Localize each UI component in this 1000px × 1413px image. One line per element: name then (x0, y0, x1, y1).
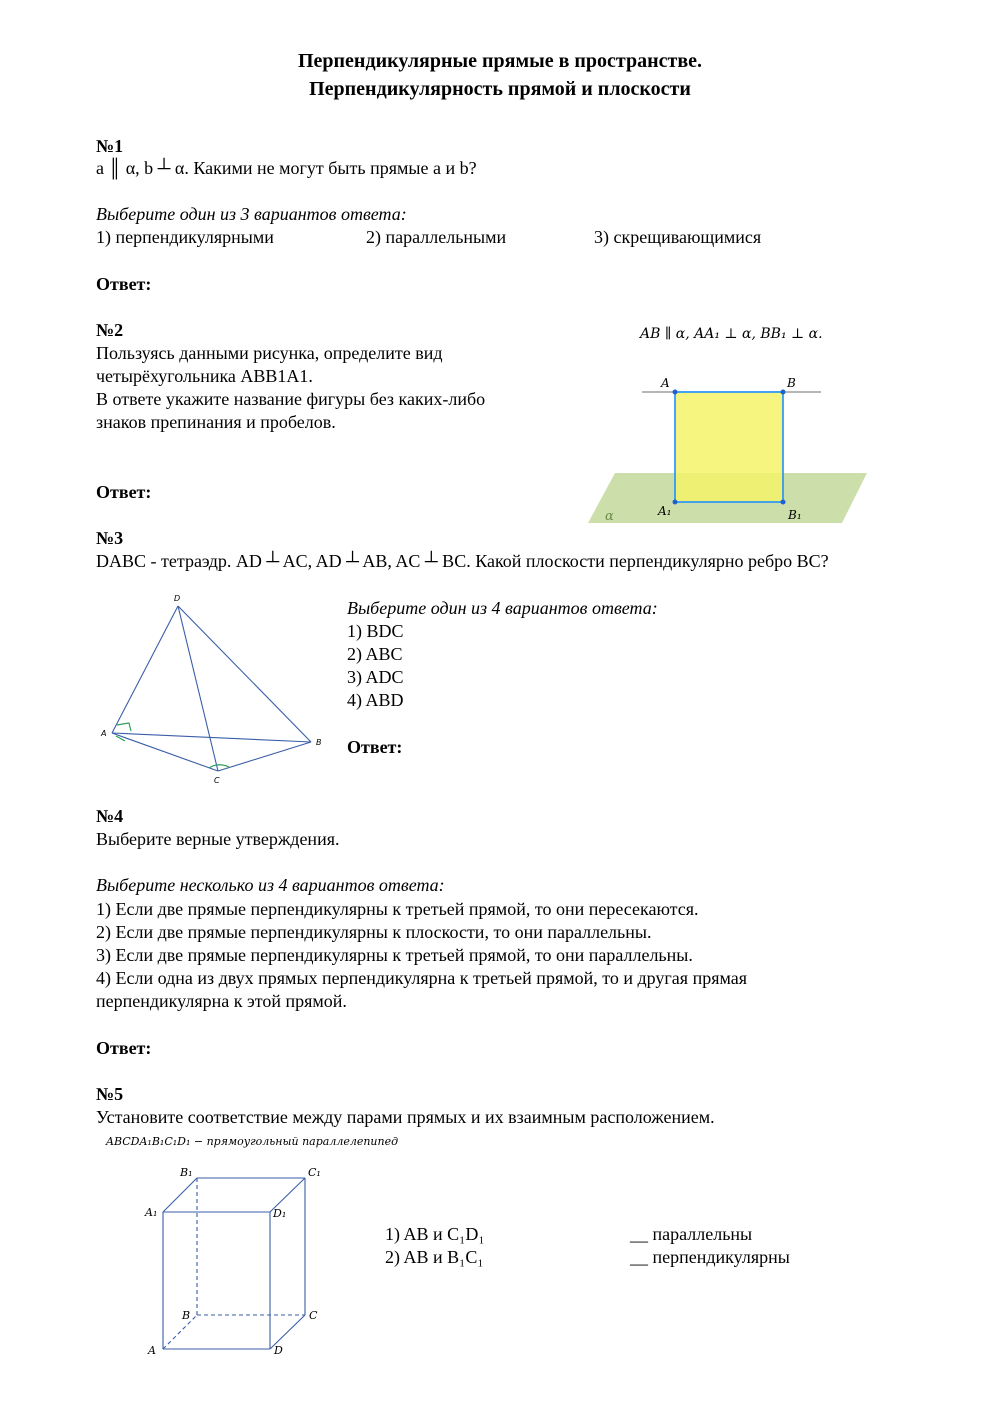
q5-statement: Установите соответствие между парами прямых и их взаимным расположением. (96, 1107, 715, 1127)
label-a: A (148, 1344, 156, 1357)
q2-number: №2 (96, 320, 124, 340)
label-d1: D₁ (273, 1207, 287, 1220)
q1-number: №1 (96, 136, 124, 156)
label-d: D (274, 1344, 283, 1357)
edge-db (178, 606, 311, 742)
q3-option-2[interactable]: 2) ABC (347, 644, 403, 664)
edge-bc (218, 742, 311, 771)
label-a: A (661, 376, 670, 390)
q1-prompt: Выберите один из 3 вариантов ответа: (96, 204, 407, 224)
q5-number: №5 (96, 1084, 124, 1104)
q2-line-1: Пользуясь данными рисунка, определите вид (96, 343, 443, 363)
q3-answer-label: Ответ: (347, 737, 403, 757)
q3-option-1[interactable]: 1) BDC (347, 621, 404, 641)
q1-option-3[interactable]: 3) скрещивающимися (594, 227, 762, 247)
q4-statement: Выберите верные утверждения. (96, 829, 340, 849)
edge-dc (178, 606, 218, 771)
q3-number: №3 (96, 528, 124, 548)
q2-line-2: четырёхугольника ABB1A1. (96, 366, 313, 386)
point-a (673, 390, 678, 395)
q3-option-3[interactable]: 3) ADC (347, 667, 404, 687)
q1-statement: a ║ α, b ┴ α. Какими не могут быть прямые a и b? (96, 158, 477, 178)
point-b1 (781, 500, 786, 505)
right-angle-a (117, 723, 131, 731)
q3-tetrahedron-figure (98, 590, 330, 788)
q4-answer-label: Ответ: (96, 1038, 152, 1058)
q1-option-2[interactable]: 2) параллельными (366, 227, 507, 247)
edge-da (112, 606, 178, 733)
q1-option-1[interactable]: 1) перпендикулярными (96, 227, 274, 247)
q4-prompt: Выберите несколько из 4 вариантов ответа: (96, 875, 445, 895)
q3-option-4[interactable]: 4) ABD (347, 690, 404, 710)
edge-a1-b1 (163, 1178, 197, 1212)
q2-figure-caption: AB ∥ α, AA₁ ⊥ α, BB₁ ⊥ α. (640, 326, 823, 342)
q5-pair-1[interactable]: 1) AB и C₁D₁ (385, 1224, 485, 1244)
q5-pair-2[interactable]: 2) AB и B₁C₁ (385, 1247, 484, 1267)
label-a1: A₁ (145, 1206, 158, 1219)
edge-ab (112, 733, 311, 742)
label-a1: A₁ (658, 504, 672, 518)
label-b: B (316, 738, 322, 747)
q5-relation-2[interactable]: __ перпендикулярны (630, 1247, 790, 1267)
q4-option-1[interactable]: 1) Если две прямые перпендикулярны к третьей прямой, то они пересекаются. (96, 899, 699, 919)
label-c: C (309, 1309, 318, 1322)
label-alpha: α (605, 509, 614, 524)
right-angle-c (209, 765, 229, 768)
label-b: B (787, 376, 796, 390)
q5-relation-1[interactable]: __ параллельны (630, 1224, 753, 1244)
q3-prompt: Выберите один из 4 вариантов ответа: (347, 598, 658, 618)
q5-parallelepiped-figure (140, 1162, 340, 1362)
point-b (781, 390, 786, 395)
label-a: A (101, 729, 107, 738)
label-b1: B₁ (788, 508, 802, 522)
q5-figure-caption: ABCDA₁B₁C₁D₁ − прямоугольный параллелепипед (106, 1135, 399, 1148)
label-b: B (182, 1309, 191, 1322)
label-c: C (214, 776, 220, 785)
q2-answer-label: Ответ: (96, 482, 152, 502)
edge-ac (112, 733, 218, 771)
q3-statement: DABC - тетраэдр. AD ┴ AC, AD ┴ AB, AC ┴ BC. Какой плоскости перпендикулярно ребро BC? (96, 551, 829, 571)
page-title-line2: Перпендикулярность прямой и плоскости (309, 78, 691, 100)
label-d: D (174, 594, 181, 603)
q4-option-3[interactable]: 3) Если две прямые перпендикулярны к третьей прямой, то они параллельны. (96, 945, 693, 965)
q2-line-3: В ответе укажите название фигуры без каких-либо (96, 389, 486, 409)
point-a1 (673, 500, 678, 505)
q4-number: №4 (96, 806, 124, 826)
q4-option-4[interactable]: 4) Если одна из двух прямых перпендикулярна к третьей прямой, то и другая прямая (96, 968, 748, 988)
label-b1: B₁ (180, 1166, 193, 1179)
page-title-line1: Перпендикулярные прямые в пространстве. (297, 50, 703, 72)
q4-option-4-continued: перпендикулярна к этой прямой. (96, 991, 347, 1011)
q4-option-2[interactable]: 2) Если две прямые перпендикулярны к плоскости, то они параллельны. (96, 922, 652, 942)
edge-a-b (163, 1315, 197, 1349)
q2-line-4: знаков препинания и пробелов. (96, 412, 336, 432)
q2-figure (585, 360, 875, 525)
label-c1: C₁ (308, 1166, 321, 1179)
q1-answer-label: Ответ: (96, 274, 152, 294)
quadrilateral-abb1a1 (675, 392, 783, 502)
